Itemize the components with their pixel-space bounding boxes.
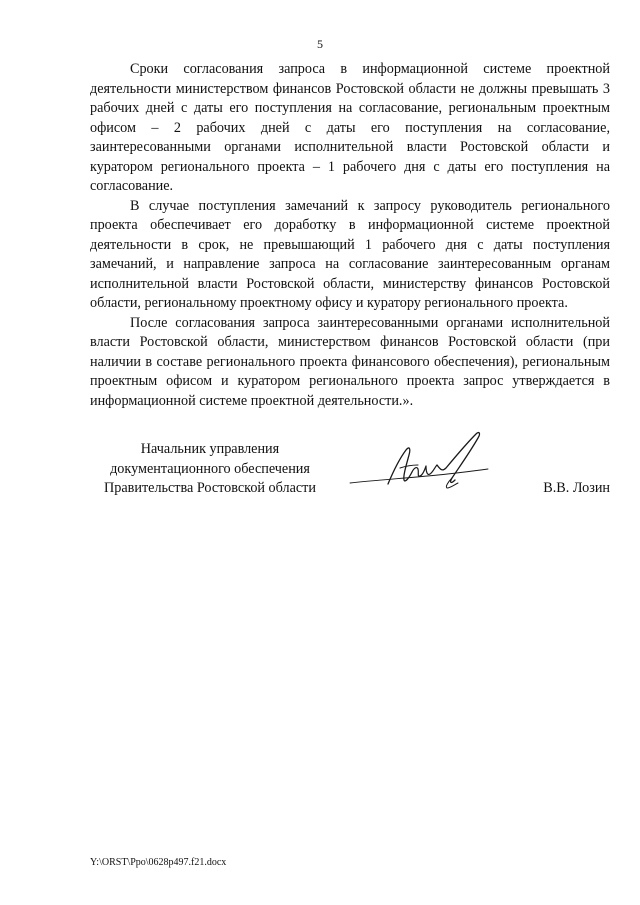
page-number: 5 <box>317 37 323 51</box>
paragraph-final-approval: После согласования запроса заинтересованными органами исполнительной власти Ростовской области, министерством финансов Ростовской области (при наличии в составе регионального проекта финансового обеспечения), региональным проектным офисом и куратором регионального проекта запрос утверждается в информационной системе проектной деятельности.». <box>90 314 610 409</box>
document-body <box>90 60 610 411</box>
signer-title-line: Начальник управления <box>140 441 280 457</box>
paragraph-approval-deadlines: Сроки согласования запроса в информационной системе проектной деятельности министерством финансов Ростовской области не должны превышать 3 рабочих дней с даты его поступления на согласование, региональным проектным офисом – 2 рабочих дней с даты его поступления на согласование, заинтересованными органами исполнительной власти Ростовской области и куратором регионального проекта – 1 рабочего дня с даты его поступления на согласование. <box>90 61 610 194</box>
signature-block <box>90 440 610 510</box>
signer-name: В.В. Лозин <box>543 480 610 496</box>
signer-title <box>90 440 330 499</box>
signer-title-line: документационного обеспечения <box>110 460 310 477</box>
file-path-footer: Y:\ORST\Ppo\0628p497.f21.docx <box>90 857 227 868</box>
signer-title-line: Правительства Ростовской области <box>104 480 316 496</box>
paragraph-remarks-revision: В случае поступления замечаний к запросу руководитель регионального проекта обеспечивает его доработку в информационной системе проектной деятельности в срок, не превышающий 1 рабочего дня с даты поступления замечаний, и направление запроса на согласование заинтересованным органам исполнительной власти Ростовской области, министерству финансов Ростовской области, региональному проектному офису и куратору регионального проекта. <box>90 197 610 311</box>
handwritten-signature <box>348 428 508 500</box>
